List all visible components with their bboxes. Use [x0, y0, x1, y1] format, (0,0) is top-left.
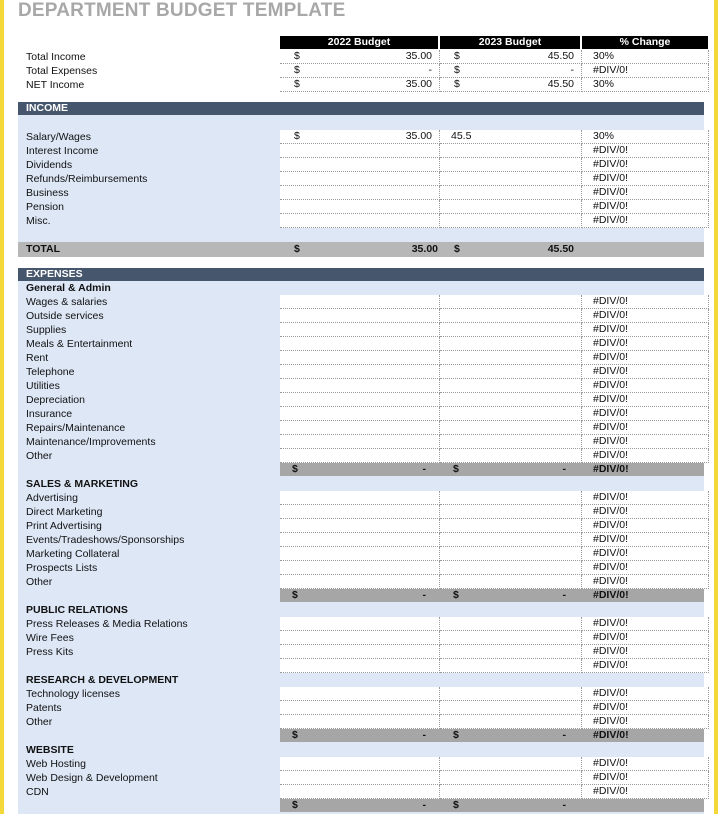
budget-2023-cell[interactable]: [440, 533, 582, 547]
percent-value: #DIV/0!: [593, 337, 629, 349]
row-label: Dividends: [26, 159, 73, 171]
subtotal-2022: -: [422, 799, 426, 811]
percent-value: #DIV/0!: [593, 715, 629, 727]
budget-2022-cell[interactable]: [280, 144, 440, 158]
budget-2022-cell[interactable]: [280, 785, 440, 799]
budget-2022-cell[interactable]: [280, 295, 440, 309]
expense-row: [18, 365, 704, 379]
percent-value: #DIV/0!: [593, 393, 629, 405]
percent-value: #DIV/0!: [593, 295, 629, 307]
income-row: [18, 172, 704, 186]
expense-row: [18, 561, 704, 575]
budget-2022-cell[interactable]: [280, 407, 440, 421]
total-label: TOTAL: [26, 243, 61, 255]
budget-2023-cell[interactable]: [440, 435, 582, 449]
percent-value: #DIV/0!: [593, 771, 629, 783]
budget-2022-cell[interactable]: [280, 771, 440, 785]
budget-2022-cell[interactable]: [280, 575, 440, 589]
value: 45.50: [547, 50, 574, 62]
budget-2023-cell[interactable]: [440, 421, 582, 435]
expense-row: [18, 407, 704, 421]
budget-2022-cell[interactable]: [280, 64, 440, 78]
expense-row: [18, 323, 704, 337]
budget-2022-cell[interactable]: [280, 659, 440, 673]
budget-2023-cell[interactable]: [440, 365, 582, 379]
expense-row: [18, 449, 704, 463]
currency-symbol: $: [453, 799, 459, 811]
summary-row: [18, 50, 704, 64]
row-label: Marketing Collateral: [26, 548, 120, 560]
budget-2022-cell[interactable]: [280, 365, 440, 379]
percent-change-cell[interactable]: [582, 505, 709, 519]
percent-change-cell[interactable]: [582, 337, 709, 351]
row-label: Meals & Entertainment: [26, 338, 133, 350]
percent-change-cell[interactable]: [582, 309, 709, 323]
row-label: Print Advertising: [26, 520, 102, 532]
percent-value: #DIV/0!: [593, 449, 629, 461]
percent-value: #DIV/0!: [593, 64, 629, 76]
percent-change-cell[interactable]: [582, 421, 709, 435]
budget-2023-cell[interactable]: [440, 631, 582, 645]
percent-value: #DIV/0!: [593, 617, 629, 629]
budget-2023-cell[interactable]: [440, 379, 582, 393]
percent-value: #DIV/0!: [593, 214, 629, 226]
expense-row: [18, 659, 704, 673]
budget-2022-cell[interactable]: [280, 435, 440, 449]
category-title: PUBLIC RELATIONS: [26, 604, 128, 616]
row-label: Interest Income: [26, 145, 99, 157]
percent-value: #DIV/0!: [593, 519, 629, 531]
budget-2023-cell[interactable]: [440, 309, 582, 323]
percent-change-cell[interactable]: [582, 701, 709, 715]
budget-2022-cell[interactable]: [280, 309, 440, 323]
row-label: Prospects Lists: [26, 562, 98, 574]
budget-2023-cell[interactable]: [440, 645, 582, 659]
value: 45.50: [547, 78, 574, 90]
currency-symbol: $: [454, 64, 460, 76]
income-row: [18, 200, 704, 214]
percent-value: #DIV/0!: [593, 186, 629, 198]
currency-symbol: $: [292, 589, 298, 601]
percent-change-cell[interactable]: [582, 547, 709, 561]
percent-value: #DIV/0!: [593, 158, 629, 170]
income-row: [18, 130, 704, 144]
expense-row: [18, 575, 704, 589]
percent-change-cell[interactable]: [582, 519, 709, 533]
row-label: Utilities: [26, 380, 60, 392]
budget-2023-cell[interactable]: [440, 757, 582, 771]
percent-change-cell[interactable]: [582, 78, 709, 92]
currency-symbol: $: [454, 243, 460, 255]
budget-2023-cell[interactable]: [440, 407, 582, 421]
row-label: Direct Marketing: [26, 506, 103, 518]
category-title: RESEARCH & DEVELOPMENT: [26, 674, 179, 686]
budget-2022-cell[interactable]: [280, 519, 440, 533]
budget-2022-cell[interactable]: [280, 379, 440, 393]
budget-2022-cell[interactable]: [280, 200, 440, 214]
row-label: Events/Tradeshows/Sponsorships: [26, 534, 185, 546]
expense-row: [18, 519, 704, 533]
percent-change-cell[interactable]: [582, 158, 709, 172]
row-label: Total Expenses: [26, 65, 98, 77]
percent-value: #DIV/0!: [593, 575, 629, 587]
subtotal-2023: -: [562, 589, 566, 601]
income-total-row: [18, 242, 704, 257]
row-label: Misc.: [26, 215, 51, 227]
subtotal-percent: #DIV/0!: [593, 729, 629, 741]
percent-value: 30%: [593, 130, 615, 142]
income-row: [18, 214, 704, 228]
row-label: CDN: [26, 786, 49, 798]
expense-row: [18, 337, 704, 351]
budget-2023-cell[interactable]: [440, 449, 582, 463]
expense-row: [18, 295, 704, 309]
percent-value: 30%: [593, 78, 615, 90]
subtotal-2023: -: [562, 729, 566, 741]
budget-2023-cell[interactable]: [440, 214, 582, 228]
budget-2023-cell[interactable]: [440, 337, 582, 351]
budget-2022-cell[interactable]: [280, 421, 440, 435]
row-label: Repairs/Maintenance: [26, 422, 126, 434]
expense-row: [18, 645, 704, 659]
budget-2022-cell[interactable]: [280, 172, 440, 186]
subtotal-percent: #DIV/0!: [593, 589, 629, 601]
percent-change-cell[interactable]: [582, 365, 709, 379]
budget-2022-cell[interactable]: [280, 505, 440, 519]
currency-symbol: $: [453, 463, 459, 475]
value: 35.00: [405, 130, 432, 142]
percent-value: #DIV/0!: [593, 407, 629, 419]
percent-change-cell[interactable]: [582, 715, 709, 729]
expense-row: [18, 421, 704, 435]
column-header-2: [582, 36, 708, 49]
percent-value: #DIV/0!: [593, 200, 629, 212]
budget-2023-cell[interactable]: [440, 771, 582, 785]
currency-symbol: $: [294, 50, 300, 62]
budget-2023-cell[interactable]: [440, 687, 582, 701]
percent-value: #DIV/0!: [593, 323, 629, 335]
budget-2023-cell[interactable]: [440, 351, 582, 365]
currency-symbol: $: [454, 50, 460, 62]
currency-symbol: $: [453, 729, 459, 741]
budget-2023-cell[interactable]: [440, 64, 582, 78]
total-2023: 45.50: [547, 243, 574, 255]
currency-symbol: $: [294, 243, 300, 255]
budget-2022-cell[interactable]: [280, 393, 440, 407]
percent-value: #DIV/0!: [593, 144, 629, 156]
expense-category-row: [18, 743, 704, 757]
budget-2023-cell[interactable]: [440, 659, 582, 673]
value: -: [428, 64, 432, 76]
row-label: Advertising: [26, 492, 78, 504]
percent-value: #DIV/0!: [593, 785, 629, 797]
budget-2023-cell[interactable]: [440, 393, 582, 407]
percent-change-cell[interactable]: [582, 645, 709, 659]
budget-2023-cell[interactable]: [440, 491, 582, 505]
row-label: Pension: [26, 201, 64, 213]
budget-2022-cell[interactable]: [280, 631, 440, 645]
column-header-label: 2023 Budget: [478, 36, 542, 48]
budget-2022-cell[interactable]: [280, 715, 440, 729]
currency-symbol: $: [292, 799, 298, 811]
percent-change-cell[interactable]: [582, 435, 709, 449]
row-label: Web Design & Development: [26, 772, 158, 784]
row-label: Technology licenses: [26, 688, 120, 700]
row-label: Other: [26, 716, 53, 728]
subtotal-percent: #DIV/0!: [593, 463, 629, 475]
budget-2023-cell[interactable]: [440, 158, 582, 172]
percent-change-cell[interactable]: [582, 659, 709, 673]
percent-change-cell[interactable]: [582, 379, 709, 393]
percent-value: #DIV/0!: [593, 421, 629, 433]
currency-symbol: $: [292, 463, 298, 475]
currency-symbol: $: [294, 64, 300, 76]
value: 35.00: [405, 78, 432, 90]
budget-2022-cell[interactable]: [280, 186, 440, 200]
expense-category-row: [18, 603, 704, 617]
budget-2023-cell[interactable]: [440, 144, 582, 158]
row-label: Outside services: [26, 310, 104, 322]
expense-row: [18, 379, 704, 393]
section-title: INCOME: [26, 102, 68, 114]
budget-2023-cell[interactable]: [440, 547, 582, 561]
budget-2023-cell[interactable]: [440, 172, 582, 186]
expense-row: [18, 393, 704, 407]
subtotal-2023: -: [562, 463, 566, 475]
category-title: General & Admin: [26, 282, 111, 294]
percent-value: #DIV/0!: [593, 547, 629, 559]
expense-category-row: [18, 477, 704, 491]
percent-change-cell[interactable]: [582, 491, 709, 505]
budget-2022-cell[interactable]: [280, 337, 440, 351]
budget-2022-cell[interactable]: [280, 757, 440, 771]
percent-change-cell[interactable]: [582, 785, 709, 799]
budget-2022-cell[interactable]: [280, 351, 440, 365]
spreadsheet-page: [4, 0, 714, 814]
percent-value: #DIV/0!: [593, 687, 629, 699]
budget-2023-cell[interactable]: [440, 130, 582, 144]
currency-symbol: $: [292, 729, 298, 741]
budget-2023-cell[interactable]: [440, 50, 582, 64]
percent-value: #DIV/0!: [593, 365, 629, 377]
category-subtotal-row: [280, 589, 704, 602]
percent-change-cell[interactable]: [582, 295, 709, 309]
row-label: Salary/Wages: [26, 131, 91, 143]
percent-change-cell[interactable]: [582, 449, 709, 463]
budget-2023-cell[interactable]: [440, 519, 582, 533]
budget-2022-cell[interactable]: [280, 617, 440, 631]
currency-symbol: $: [294, 130, 300, 142]
percent-change-cell[interactable]: [582, 50, 709, 64]
row-label: Depreciation: [26, 394, 85, 406]
percent-value: #DIV/0!: [593, 561, 629, 573]
subtotal-2022: -: [422, 463, 426, 475]
percent-change-cell[interactable]: [582, 687, 709, 701]
budget-2023-cell[interactable]: [440, 323, 582, 337]
expense-row: [18, 701, 704, 715]
row-label: Patents: [26, 702, 62, 714]
column-header-label: % Change: [619, 36, 671, 48]
summary-row: [18, 64, 704, 78]
subtotal-2023: -: [562, 799, 566, 811]
budget-2022-cell[interactable]: [280, 533, 440, 547]
column-header-label: 2022 Budget: [327, 36, 391, 48]
category-title: SALES & MARKETING: [26, 478, 139, 490]
budget-2022-cell[interactable]: [280, 78, 440, 92]
budget-2022-cell[interactable]: [280, 561, 440, 575]
budget-2022-cell[interactable]: [280, 449, 440, 463]
percent-change-cell[interactable]: [582, 323, 709, 337]
percent-change-cell[interactable]: [582, 757, 709, 771]
row-label: Total Income: [26, 51, 86, 63]
income-section-header: [18, 102, 704, 115]
row-label: Wire Fees: [26, 632, 74, 644]
percent-change-cell[interactable]: [582, 214, 709, 228]
budget-2023-cell[interactable]: [440, 295, 582, 309]
budget-2022-cell[interactable]: [280, 687, 440, 701]
budget-2023-cell[interactable]: [440, 715, 582, 729]
percent-change-cell[interactable]: [582, 186, 709, 200]
value: 45.5: [451, 130, 472, 142]
percent-change-cell[interactable]: [582, 172, 709, 186]
expense-row: [18, 505, 704, 519]
percent-change-cell[interactable]: [582, 144, 709, 158]
subtotal-2022: -: [422, 589, 426, 601]
percent-value: #DIV/0!: [593, 757, 629, 769]
percent-value: #DIV/0!: [593, 533, 629, 545]
budget-2023-cell[interactable]: [440, 78, 582, 92]
row-label: NET Income: [26, 79, 85, 91]
expense-category-row: [18, 281, 704, 295]
value: 35.00: [405, 50, 432, 62]
row-label: Refunds/Reimbursements: [26, 173, 148, 185]
percent-change-cell[interactable]: [582, 575, 709, 589]
budget-2023-cell[interactable]: [440, 200, 582, 214]
value: -: [570, 64, 574, 76]
currency-symbol: $: [454, 78, 460, 90]
percent-value: #DIV/0!: [593, 379, 629, 391]
budget-2023-cell[interactable]: [440, 575, 582, 589]
percent-change-cell[interactable]: [582, 407, 709, 421]
percent-value: #DIV/0!: [593, 505, 629, 517]
percent-value: 30%: [593, 50, 615, 62]
category-subtotal-row: [280, 463, 704, 476]
expenses-section-header: [18, 268, 704, 281]
column-header-1: [440, 36, 580, 49]
row-label: Telephone: [26, 366, 75, 378]
percent-value: #DIV/0!: [593, 309, 629, 321]
expense-row: [18, 631, 704, 645]
budget-2023-cell[interactable]: [440, 617, 582, 631]
row-label: Wages & salaries: [26, 296, 108, 308]
section-title: EXPENSES: [26, 268, 83, 280]
income-row: [18, 144, 704, 158]
expense-row: [18, 687, 704, 701]
row-label: Business: [26, 187, 69, 199]
budget-2022-cell[interactable]: [280, 130, 440, 144]
budget-2022-cell[interactable]: [280, 158, 440, 172]
percent-value: #DIV/0!: [593, 645, 629, 657]
expense-row: [18, 435, 704, 449]
income-row: [18, 158, 704, 172]
row-label: Supplies: [26, 324, 67, 336]
category-subtotal-row: [280, 729, 704, 742]
income-row: [18, 186, 704, 200]
expense-row: [18, 351, 704, 365]
percent-change-cell[interactable]: [582, 64, 709, 78]
expense-category-row: [18, 673, 704, 687]
budget-2023-cell[interactable]: [440, 186, 582, 200]
row-label: Rent: [26, 352, 49, 364]
expense-row: [18, 309, 704, 323]
budget-2023-cell[interactable]: [440, 505, 582, 519]
row-label: Press Kits: [26, 646, 74, 658]
subtotal-2022: -: [422, 729, 426, 741]
budget-2022-cell[interactable]: [280, 50, 440, 64]
percent-value: #DIV/0!: [593, 631, 629, 643]
percent-change-cell[interactable]: [582, 617, 709, 631]
percent-change-cell[interactable]: [582, 351, 709, 365]
row-label: Web Hosting: [26, 758, 86, 770]
percent-value: #DIV/0!: [593, 491, 629, 503]
percent-value: #DIV/0!: [593, 659, 629, 671]
row-label: Other: [26, 450, 53, 462]
percent-change-cell[interactable]: [582, 130, 709, 144]
currency-symbol: $: [453, 589, 459, 601]
expense-row: [18, 715, 704, 729]
summary-row: [18, 78, 704, 92]
expense-row: [18, 547, 704, 561]
expense-row: [18, 785, 704, 799]
percent-value: #DIV/0!: [593, 172, 629, 184]
budget-2023-cell[interactable]: [440, 785, 582, 799]
budget-2022-cell[interactable]: [280, 547, 440, 561]
total-2022: 35.00: [411, 243, 438, 255]
budget-2023-cell[interactable]: [440, 701, 582, 715]
page-title: DEPARTMENT BUDGET TEMPLATE: [18, 0, 346, 21]
budget-2022-cell[interactable]: [280, 214, 440, 228]
percent-change-cell[interactable]: [582, 533, 709, 547]
expense-row: [18, 757, 704, 771]
percent-change-cell[interactable]: [582, 631, 709, 645]
percent-change-cell[interactable]: [582, 200, 709, 214]
expense-row: [18, 771, 704, 785]
expense-row: [18, 533, 704, 547]
budget-2023-cell[interactable]: [440, 561, 582, 575]
percent-change-cell[interactable]: [582, 561, 709, 575]
percent-value: #DIV/0!: [593, 701, 629, 713]
category-title: WEBSITE: [26, 744, 74, 756]
percent-value: #DIV/0!: [593, 351, 629, 363]
budget-2022-cell[interactable]: [280, 491, 440, 505]
row-label: Press Releases & Media Relations: [26, 618, 188, 630]
currency-symbol: $: [294, 78, 300, 90]
row-label: Other: [26, 576, 53, 588]
percent-change-cell[interactable]: [582, 393, 709, 407]
row-label: Insurance: [26, 408, 73, 420]
budget-2022-cell[interactable]: [280, 701, 440, 715]
column-header-0: [280, 36, 438, 49]
category-subtotal-row: [280, 799, 704, 812]
expense-row: [18, 617, 704, 631]
budget-2022-cell[interactable]: [280, 645, 440, 659]
percent-change-cell[interactable]: [582, 771, 709, 785]
row-label: Maintenance/Improvements: [26, 436, 156, 448]
budget-2022-cell[interactable]: [280, 323, 440, 337]
percent-value: #DIV/0!: [593, 435, 629, 447]
expense-row: [18, 491, 704, 505]
